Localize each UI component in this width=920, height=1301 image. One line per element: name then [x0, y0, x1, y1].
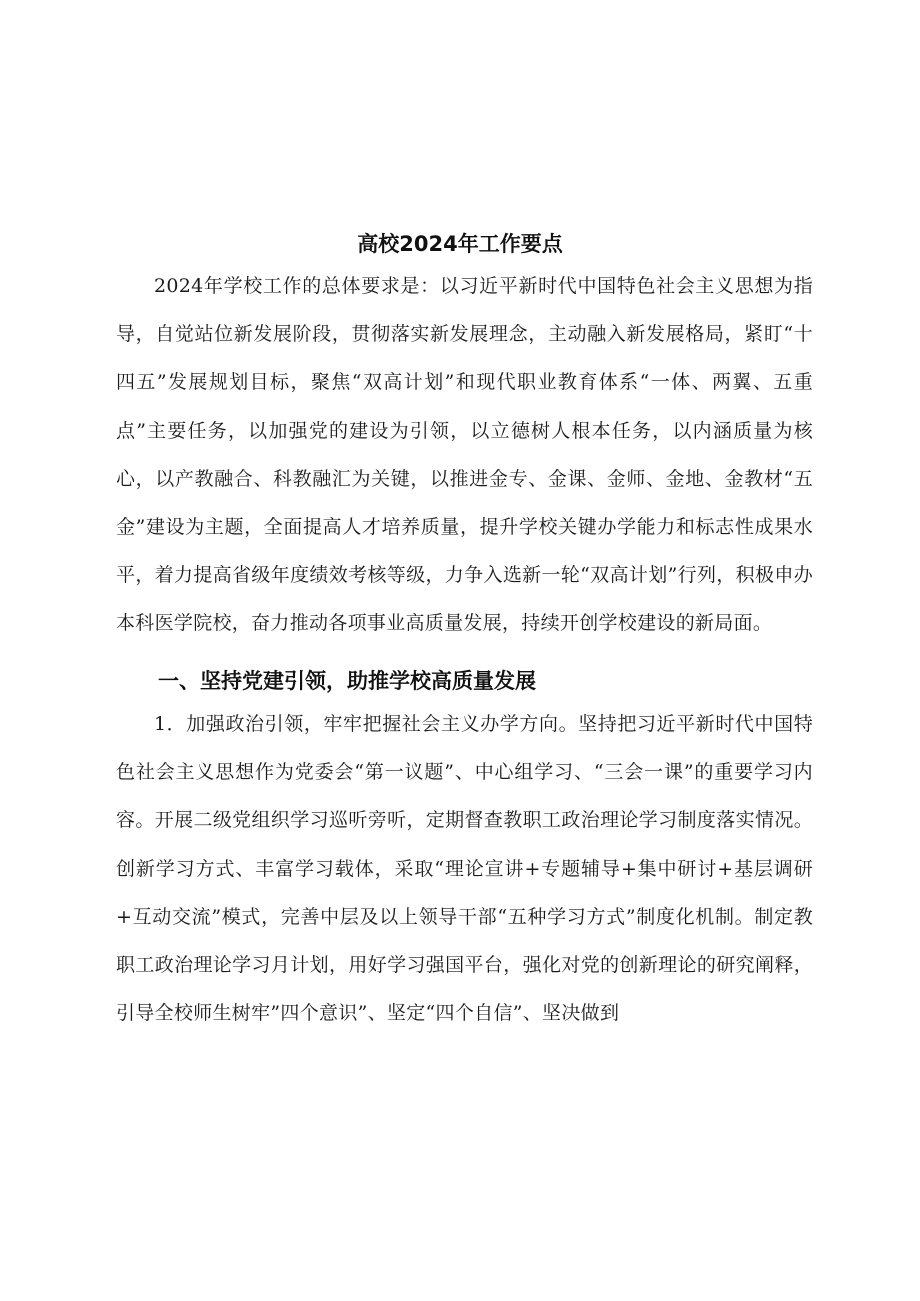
document-title: 高校2024年工作要点	[357, 232, 563, 256]
section-paragraph: 1．加强政治引领，牢牢把握社会主义办学方向。坚持把习近平新时代中国特色社会主义思想作为党委会“第一议题”、中心组学习、“三会一课”的重要学习内容。开展二级党组织学习巡听旁听，定期督查教职工政治理论学习制度落实情况。创新学习方式、丰富学习载体，采取“理论宣讲+专题辅导+集中研讨+基层调研+互动交流”模式，完善中层及以上领导干部“五种学习方式”制度化机制。制定教职工政治理论学习月计划，用好学习强国平台，强化对党的创新理论的研究阐释，引导全校师生树牢”四个意识”、坚定“四个自信”、坚决做到	[116, 713, 813, 1025]
section-heading: 一、坚持党建引领，助推学校高质量发展	[158, 669, 536, 693]
intro-paragraph: 2024年学校工作的总体要求是：以习近平新时代中国特色社会主义思想为指导，自觉站位新发展阶段，贯彻落实新发展理念，主动融入新发展格局，紧盯“十四五”发展规划目标，聚焦“双高计划”和现代职业教育体系“一体、两翼、五重点”主要任务，以加强党的建设为引领，以立德树人根本任务，以内涵质量为核心，以产教融合、科教融汇为关键，以推进金专、金课、金师、金地、金教材“五金”建设为主题，全面提高人才培养质量，提升学校关键办学能力和标志性成果水平，着力提高省级年度绩效考核等级，力争入选新一轮“双高计划”行列，积极申办本科医学院校，奋力推动各项事业高质量发展，持续开创学校建设的新局面。	[116, 275, 813, 635]
